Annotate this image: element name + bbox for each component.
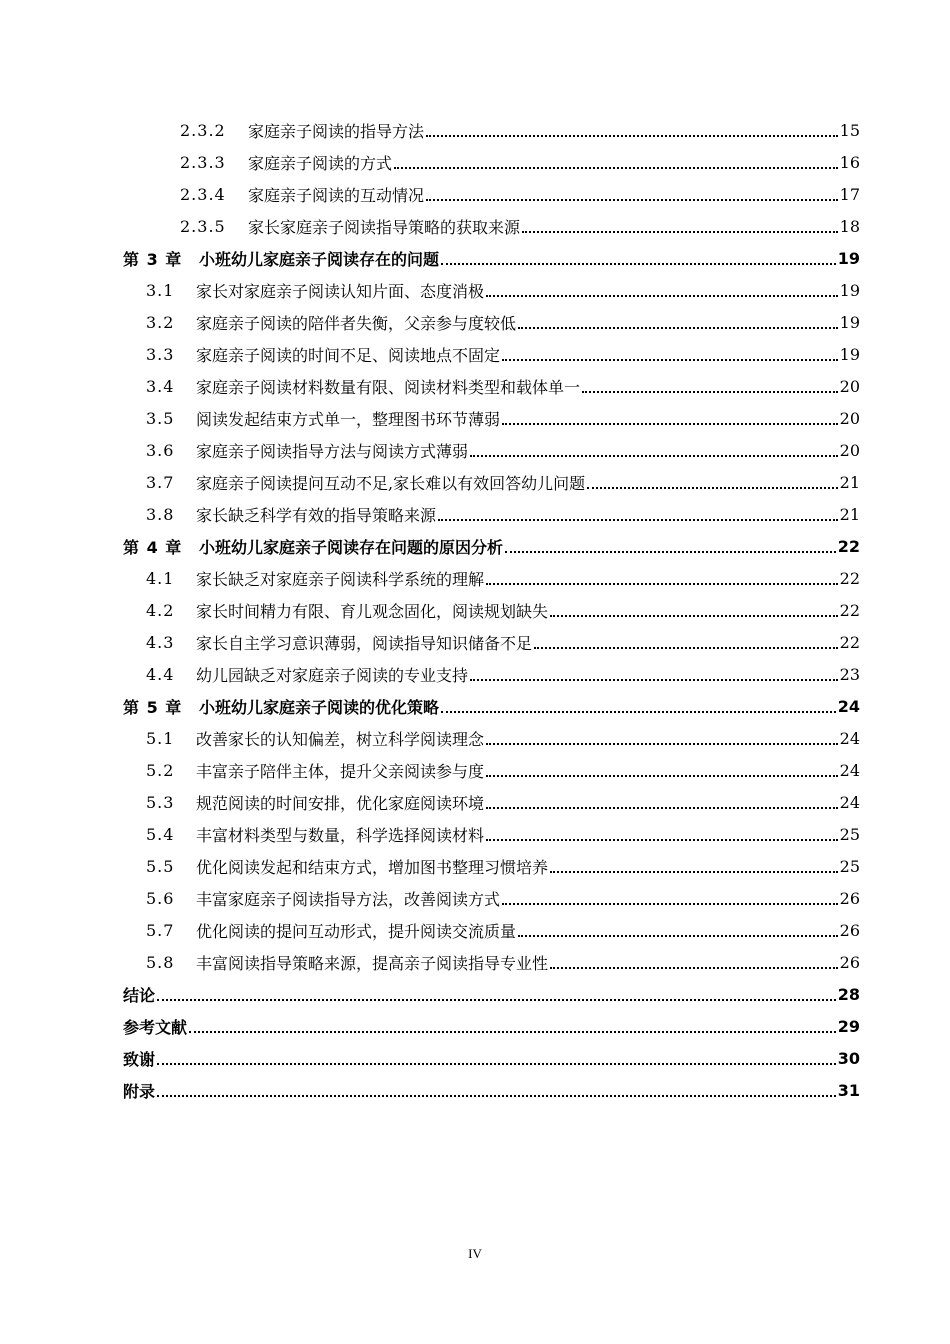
toc-entry-title: 家长家庭亲子阅读指导策略的获取来源 <box>248 217 521 237</box>
toc-entry-page: 30 <box>837 1048 860 1068</box>
dot-leader <box>441 710 836 713</box>
toc-entry-title: 优化阅读的提问互动形式，提升阅读交流质量 <box>196 921 517 941</box>
dot-leader <box>470 454 838 457</box>
toc-entry[interactable] <box>0 594 950 626</box>
toc-entry-number: 3.3 <box>146 344 175 364</box>
toc-entry-title: 优化阅读发起和结束方式，增加图书整理习惯培养 <box>196 857 549 877</box>
toc-entry-page: 22 <box>839 632 860 652</box>
toc-entry[interactable] <box>0 1042 950 1074</box>
toc-entry-page: 20 <box>839 440 860 460</box>
toc-entry-title: 家庭亲子阅读指导方法与阅读方式薄弱 <box>196 441 469 461</box>
toc-entry-page: 19 <box>839 344 860 364</box>
toc-entry-page: 31 <box>837 1080 860 1100</box>
toc-entry-page: 24 <box>839 792 860 812</box>
toc-entry[interactable] <box>0 562 950 594</box>
toc-entry-page: 25 <box>839 824 860 844</box>
toc-entry[interactable] <box>0 754 950 786</box>
toc-entry-page: 20 <box>839 376 860 396</box>
toc-entry-title: 家庭亲子阅读的陪伴者失衡，父亲参与度较低 <box>196 313 517 333</box>
dot-leader <box>582 390 838 393</box>
toc-entry-title: 改善家长的认知偏差，树立科学阅读理念 <box>196 729 485 749</box>
toc-entry-title: 致谢 <box>123 1049 156 1069</box>
toc-entry[interactable] <box>0 434 950 466</box>
toc-entry-page: 25 <box>839 856 860 876</box>
dot-leader <box>157 1062 836 1065</box>
toc-entry-number: 4.3 <box>146 632 175 652</box>
toc-entry-page: 17 <box>839 184 860 204</box>
toc-entry-page: 24 <box>837 696 860 716</box>
toc-entry-number: 3.4 <box>146 376 175 396</box>
toc-entry-title: 家庭亲子阅读的方式 <box>248 153 393 173</box>
toc-entry-number: 5.5 <box>146 856 175 876</box>
table-of-contents <box>0 114 950 1106</box>
toc-entry-page: 22 <box>839 568 860 588</box>
toc-entry-page: 24 <box>839 760 860 780</box>
dot-leader <box>502 902 838 905</box>
toc-entry-number: 5.7 <box>146 920 175 940</box>
dot-leader <box>486 838 838 841</box>
toc-entry-number: 2.3.3 <box>180 152 226 172</box>
dot-leader <box>486 742 838 745</box>
toc-entry[interactable] <box>0 882 950 914</box>
toc-entry-title: 结论 <box>123 985 156 1005</box>
toc-entry[interactable] <box>0 914 950 946</box>
toc-entry-title: 小班幼儿家庭亲子阅读存在问题的原因分析 <box>199 537 504 557</box>
toc-entry-title: 规范阅读的时间安排，优化家庭阅读环境 <box>196 793 485 813</box>
toc-entry-number: 3.8 <box>146 504 175 524</box>
toc-entry-number: 3.5 <box>146 408 175 428</box>
dot-leader <box>486 582 838 585</box>
dot-leader <box>534 646 838 649</box>
toc-entry-title: 家庭亲子阅读的互动情况 <box>248 185 425 205</box>
toc-entry-page: 24 <box>839 728 860 748</box>
dot-leader <box>157 998 836 1001</box>
toc-entry-title: 家长缺乏对家庭亲子阅读科学系统的理解 <box>196 569 485 589</box>
toc-entry-number: 5.8 <box>146 952 175 972</box>
toc-entry-title: 幼儿园缺乏对家庭亲子阅读的专业支持 <box>196 665 469 685</box>
dot-leader <box>438 518 838 521</box>
dot-leader <box>550 614 838 617</box>
toc-entry[interactable] <box>0 818 950 850</box>
toc-entry[interactable] <box>0 690 950 722</box>
toc-entry-number: 2.3.2 <box>180 120 226 140</box>
toc-entry[interactable] <box>0 626 950 658</box>
toc-entry-number: 3.7 <box>146 472 175 492</box>
dot-leader <box>486 774 838 777</box>
toc-entry[interactable] <box>0 178 950 210</box>
toc-entry-number: 5.4 <box>146 824 175 844</box>
toc-entry[interactable] <box>0 1010 950 1042</box>
toc-entry-title: 丰富材料类型与数量，科学选择阅读材料 <box>196 825 485 845</box>
toc-entry-title: 阅读发起结束方式单一，整理图书环节薄弱 <box>196 409 501 429</box>
toc-entry-page: 29 <box>837 1016 860 1036</box>
toc-entry-title: 家庭亲子阅读的时间不足、阅读地点不固定 <box>196 345 501 365</box>
dot-leader <box>518 934 838 937</box>
toc-entry-number: 5.6 <box>146 888 175 908</box>
dot-leader <box>426 198 838 201</box>
toc-entry[interactable] <box>0 242 950 274</box>
toc-entry[interactable] <box>0 338 950 370</box>
toc-entry[interactable] <box>0 722 950 754</box>
toc-entry-title: 附录 <box>123 1081 156 1101</box>
dot-leader <box>394 166 838 169</box>
toc-entry-page: 26 <box>839 952 860 972</box>
dot-leader <box>486 294 838 297</box>
dot-leader <box>486 806 838 809</box>
toc-entry[interactable] <box>0 306 950 338</box>
toc-entry-title: 丰富阅读指导策略来源，提高亲子阅读指导专业性 <box>196 953 549 973</box>
toc-entry-page: 19 <box>839 312 860 332</box>
toc-entry[interactable] <box>0 274 950 306</box>
dot-leader <box>505 550 836 553</box>
toc-entry-number: 第 4 章 <box>123 537 183 557</box>
page-number-footer: IV <box>468 1246 482 1261</box>
toc-entry-page: 19 <box>839 280 860 300</box>
dot-leader <box>550 870 838 873</box>
toc-entry[interactable] <box>0 946 950 978</box>
dot-leader <box>502 358 838 361</box>
toc-entry-title: 家长缺乏科学有效的指导策略来源 <box>196 505 437 525</box>
toc-entry-number: 5.1 <box>146 728 175 748</box>
dot-leader <box>426 134 838 137</box>
toc-entry-title: 参考文献 <box>123 1017 188 1037</box>
toc-entry-title: 家庭亲子阅读的指导方法 <box>248 121 425 141</box>
toc-entry-number: 4.2 <box>146 600 175 620</box>
toc-entry[interactable] <box>0 466 950 498</box>
toc-entry-page: 15 <box>839 120 860 140</box>
toc-entry-title: 丰富亲子陪伴主体，提升父亲阅读参与度 <box>196 761 485 781</box>
dot-leader <box>587 486 838 489</box>
toc-entry-number: 4.1 <box>146 568 175 588</box>
toc-entry-page: 26 <box>839 888 860 908</box>
dot-leader <box>518 326 838 329</box>
dot-leader <box>502 422 838 425</box>
toc-entry-page: 21 <box>839 504 860 524</box>
toc-entry-page: 22 <box>837 536 860 556</box>
dot-leader <box>470 678 838 681</box>
toc-entry[interactable] <box>0 978 950 1010</box>
toc-entry-page: 16 <box>839 152 860 172</box>
toc-entry-number: 3.6 <box>146 440 175 460</box>
dot-leader <box>441 262 836 265</box>
toc-entry[interactable] <box>0 498 950 530</box>
toc-entry[interactable] <box>0 1074 950 1106</box>
toc-entry[interactable] <box>0 658 950 690</box>
toc-entry[interactable] <box>0 530 950 562</box>
toc-entry[interactable] <box>0 402 950 434</box>
toc-entry-number: 3.1 <box>146 280 175 300</box>
toc-entry-page: 21 <box>839 472 860 492</box>
toc-entry[interactable] <box>0 210 950 242</box>
toc-entry-page: 23 <box>839 664 860 684</box>
dot-leader <box>157 1094 836 1097</box>
toc-entry[interactable] <box>0 370 950 402</box>
toc-entry[interactable] <box>0 850 950 882</box>
toc-entry-number: 2.3.5 <box>180 216 226 236</box>
toc-entry-number: 2.3.4 <box>180 184 226 204</box>
toc-entry-title: 家庭亲子阅读材料数量有限、阅读材料类型和载体单一 <box>196 377 581 397</box>
toc-entry-page: 18 <box>839 216 860 236</box>
toc-entry-number: 5.3 <box>146 792 175 812</box>
toc-entry-title: 家长自主学习意识薄弱，阅读指导知识储备不足 <box>196 633 533 653</box>
toc-entry[interactable] <box>0 146 950 178</box>
toc-entry-number: 第 5 章 <box>123 697 183 717</box>
dot-leader <box>522 230 838 233</box>
toc-entry-number: 3.2 <box>146 312 175 332</box>
toc-entry[interactable] <box>0 114 950 146</box>
toc-entry-title: 家长对家庭亲子阅读认知片面、态度消极 <box>196 281 485 301</box>
toc-entry-title: 小班幼儿家庭亲子阅读的优化策略 <box>199 697 440 717</box>
toc-entry-title: 丰富家庭亲子阅读指导方法，改善阅读方式 <box>196 889 501 909</box>
dot-leader <box>550 966 838 969</box>
toc-entry-number: 4.4 <box>146 664 175 684</box>
toc-entry[interactable] <box>0 786 950 818</box>
toc-entry-page: 26 <box>839 920 860 940</box>
toc-entry-number: 5.2 <box>146 760 175 780</box>
dot-leader <box>189 1030 836 1033</box>
toc-entry-page: 19 <box>837 248 860 268</box>
toc-entry-title: 小班幼儿家庭亲子阅读存在的问题 <box>199 249 440 269</box>
toc-entry-page: 22 <box>839 600 860 620</box>
toc-entry-title: 家庭亲子阅读提问互动不足,家长难以有效回答幼儿问题 <box>196 473 586 493</box>
toc-entry-title: 家长时间精力有限、育儿观念固化，阅读规划缺失 <box>196 601 549 621</box>
toc-entry-number: 第 3 章 <box>123 249 183 269</box>
toc-entry-page: 20 <box>839 408 860 428</box>
toc-entry-page: 28 <box>837 984 860 1004</box>
